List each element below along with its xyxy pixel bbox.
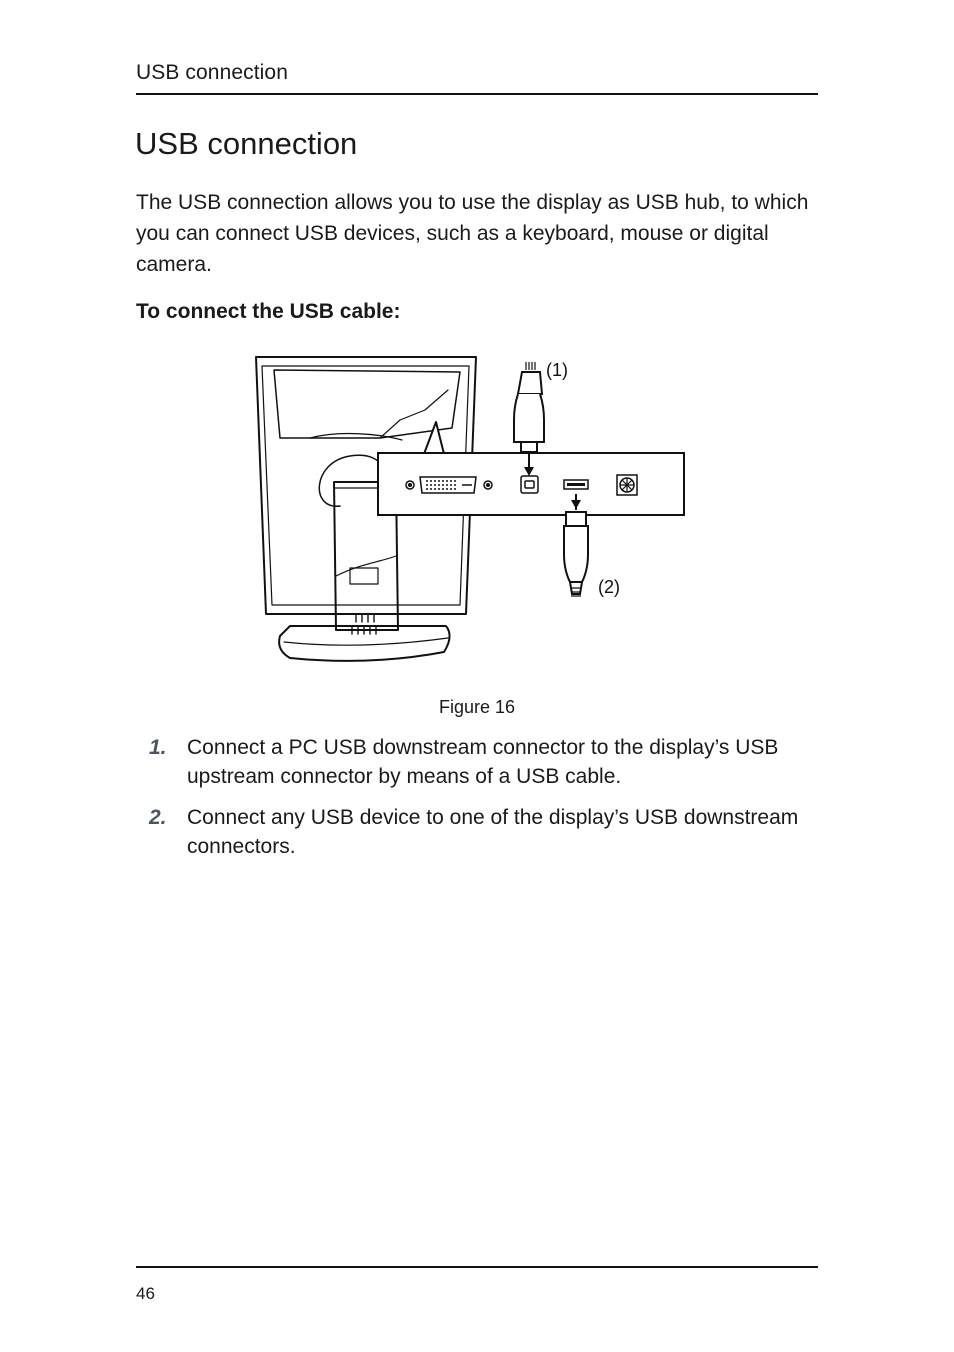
figure-caption: Figure 16 xyxy=(438,697,516,717)
monitor-rear-illustration xyxy=(250,350,690,670)
header-rule xyxy=(136,93,818,95)
intro-paragraph: The USB connection allows you to use the display as USB hub, to which you can connect USB devices, such as a keyboard, mouse or digital camera. xyxy=(136,191,809,276)
step-text: Connect a PC USB downstream connector to the display’s USB upstream connector by means of a USB cable. xyxy=(187,736,779,788)
step-text: Connect any USB device to one of the display’s USB downstream connectors. xyxy=(187,806,799,858)
step-number: 2. xyxy=(149,806,167,829)
footer-rule xyxy=(136,1266,818,1268)
step-number: 1. xyxy=(149,736,167,759)
procedure-heading: To connect the USB cable: xyxy=(136,300,401,323)
usb-connection-figure xyxy=(250,350,690,670)
callout-2: (2) xyxy=(598,577,620,597)
callout-1: (1) xyxy=(546,360,568,380)
page-title: USB connection xyxy=(135,126,358,161)
connector-panel xyxy=(378,453,684,515)
page-number: 46 xyxy=(136,1284,155,1303)
running-head: USB connection xyxy=(136,61,288,84)
